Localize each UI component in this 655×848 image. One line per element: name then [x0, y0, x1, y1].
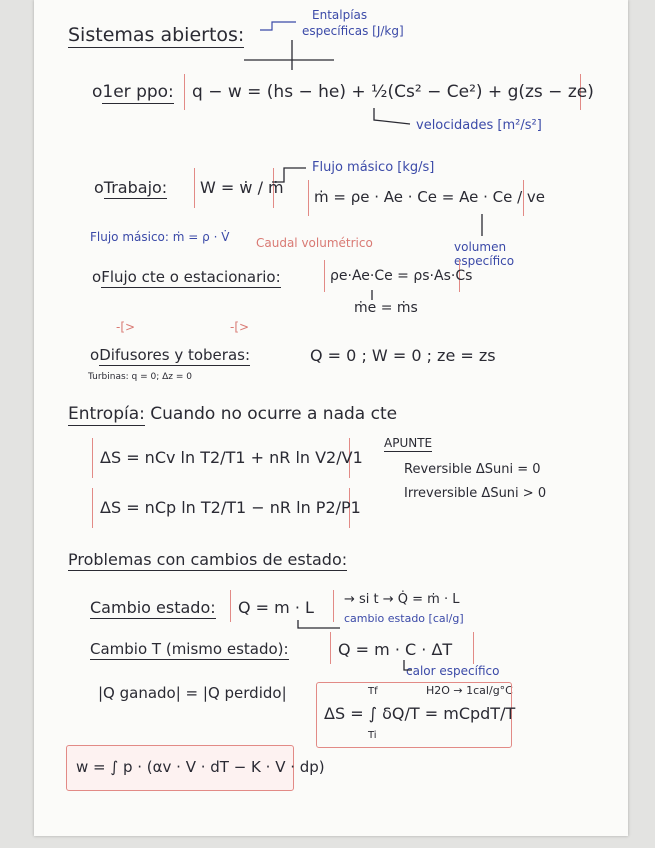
- note-especificas: específicas [J/kg]: [302, 24, 404, 38]
- formula-si-t: → si t → Q̇ = ṁ · L: [344, 592, 460, 607]
- formula-cambio-temperatura: Q = m · C · ΔT: [338, 640, 453, 659]
- brace-enthalpy: [244, 60, 334, 70]
- arrow-calor: [404, 660, 412, 670]
- note-h2o: H2O → 1cal/g°C: [426, 684, 513, 697]
- label-cambio-temperatura: Cambio T (mismo estado):: [90, 640, 289, 658]
- note-flujo-masico: Flujo másico [kg/s]: [312, 160, 435, 175]
- label-flujo-estacionario: oFlujo cte o estacionario:: [92, 268, 281, 286]
- bullet-circle: o: [92, 82, 103, 102]
- label-ti: Ti: [368, 730, 377, 741]
- formula-difusores: Q = 0 ; W = 0 ; ze = zs: [310, 346, 496, 365]
- formula-estacionario: ρe·Ae·Ce = ρs·As·Cs: [330, 268, 473, 284]
- formula-cambio-estado: Q = m · L: [238, 598, 314, 617]
- entropia-subtitle: Cuando no ocurre a nada cte: [150, 404, 398, 424]
- estacionario-label-text: Flujo cte o estacionario:: [101, 268, 281, 286]
- heading-sistemas-abiertos: Sistemas abiertos:: [68, 24, 245, 46]
- difusores-label-text: Difusores y toberas:: [99, 346, 251, 364]
- note-caudal-volumetrico: Caudal volumétrico: [256, 236, 373, 250]
- label-difusores: oDifusores y toberas:: [90, 346, 251, 364]
- arrow-flujo-masico: [272, 168, 306, 182]
- label-trabajo: oTrabajo:: [94, 178, 168, 197]
- label-tf: Tf: [368, 686, 378, 697]
- ppo-label-text: 1er ppo:: [102, 82, 174, 102]
- note-entalpias: Entalpías: [312, 8, 368, 22]
- brace-velocity: [374, 108, 410, 124]
- note-turbinas: Turbinas: q = 0; Δz = 0: [88, 372, 193, 382]
- formula-mdot: ṁ = ρe · Ae · Ce = Ae · Ce / ve: [314, 188, 546, 206]
- note-irreversible: Irreversible ΔSuni > 0: [404, 486, 547, 501]
- note-calor-especifico: calor específico: [406, 664, 500, 678]
- formula-me-ms: ṁe = ṁs: [354, 300, 418, 316]
- nozzle-sketch-icon: -[>: [230, 320, 250, 334]
- label-apunte: APUNTE: [384, 436, 433, 450]
- trabajo-label-text: Trabajo:: [103, 178, 168, 197]
- formula-entropy-integral: ΔS = ∫ δQ/T = mCpdT/T: [324, 704, 516, 723]
- notebook-page: [34, 0, 628, 836]
- formula-q-ganado-perdido: |Q ganado| = |Q perdido|: [98, 684, 287, 702]
- formula-entropia-cv: ΔS = nCv ln T2/T1 + nR ln V2/V1: [100, 448, 363, 467]
- label-cambio-estado: Cambio estado:: [90, 598, 216, 617]
- heading-problemas: Problemas con cambios de estado:: [68, 550, 348, 569]
- formula-trabajo: W = ẇ / ṁ: [200, 178, 284, 197]
- note-velocidades: velocidades [m²/s²]: [416, 118, 542, 133]
- formula-w: w = ∫ p · (αv · V · dT − K · V · dp): [76, 758, 325, 776]
- line-flujo-masico: Flujo másico: ṁ = ρ · V̇: [90, 230, 230, 244]
- arrow-entalpias: [260, 22, 296, 30]
- note-cambio-estado: cambio estado [cal/g]: [344, 612, 464, 625]
- diffuser-sketch-icon: -[>: [116, 320, 136, 334]
- entropia-title: Entropía:: [68, 404, 145, 424]
- note-reversible: Reversible ΔSuni = 0: [404, 462, 541, 477]
- formula-entropia-cp: ΔS = nCp ln T2/T1 − nR ln P2/P1: [100, 498, 361, 517]
- formula-primer-principio: q − w = (hs − he) + ½(Cs² − Ce²) + g(zs − ze): [192, 82, 594, 102]
- note-volumen-especifico: volumen específico: [454, 240, 515, 268]
- annotation-strokes: [34, 0, 628, 836]
- arrow-cambio-estado: [298, 620, 340, 628]
